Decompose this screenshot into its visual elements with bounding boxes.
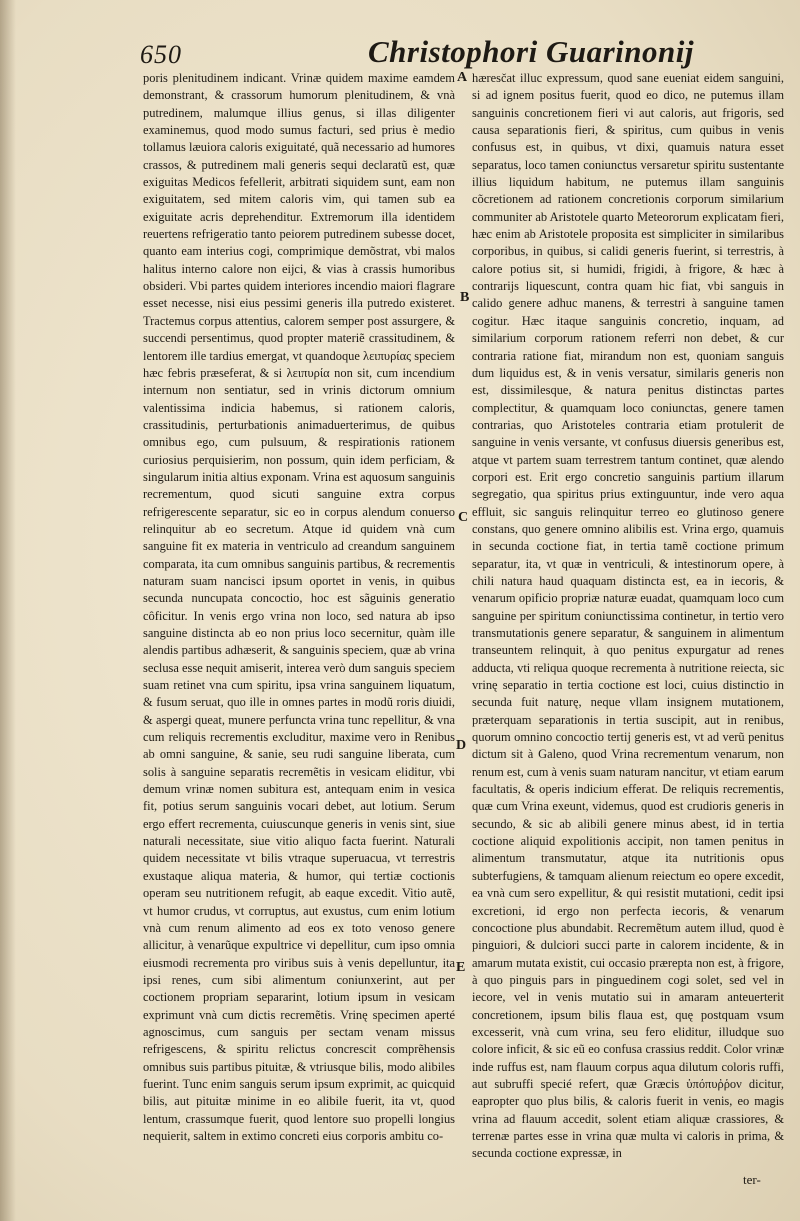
right-column-text: hæresčat illuc expressum, quod sane eueniat eidem sanguini, si ad ignem positus fuerit, quod eo dico, ne putemus illam sanguinis concretionem fieri vi aut caloris, aut frigoris, sed causa separationis fieri, & spiritus, cum quibus in venis confusus est, in quibus, vt dixi, quamuis natura esset separatus, loco tamen coniunctus versaretur spiritu sustentante illius liquidum habitum, ne putemus illam sanguinis cõcretionem ad rationem concretionis corporum similarium communiter ab Aristotele quarto Meteororum explicatam fieri, hæc enim ab Aristotele proposita est simpliciter in similaribus corporibus, in quibus, si calidi generis fuerint, si terrestris, à calore potius sit, si humidi, frigidi, à frigore, & hæc à contrarijs liquescunt, contra quam hic fiat, vbi sanguis in calido genere adhuc manens, & terrestri à sanguine tamen cogitur. Hæc itaque sanguinis concretio, inquam, ad similarium corporum rationem referri non debet, & cur contraria ratione fiat, mirandum non est, quoniam sanguis dum liquidus est, & in venis versatur, similaris generis non est, dissimilesque, & natura penitus distinctas partes complectitur, & quamquam loco coniunctas, genere tamen contrarias, quo Aristoteles contraria etiam protulerit de sanguine in venis versante, vt confusus diuersis generibus est, atque vt partem suam terrestrem tantum continet, quæ alendo corpori est. Erit ergo concretio sanguinis partium illarum segregatio, qua spiritus prius extinguuntur, inde vero aqua effluit, sic sanguis relinquitur terreo eo glutinoso genere constans, quo genere omnino alibilis est. Vrina ergo, quamuis in secunda coctione fiat, in tertia tamẽ coctione primum separatur, ita, vt quæ in ventriculi, & intestinorum opere, à chili natura haud quaquam distincta est, ea in iecoris, & venarum opificio propriæ naturæ euadat, quamquam loco cum sanguine per spiritum coniunctissima continetur, in tertio vero transmutationis genere separatur, & sanguinem in alimentum transeuntem relinquit, à quo penitus expurgatur ad renes adducta, vti reliqua quoque recrementa à nutritione reiecta, sic vrinę separatio in tertia coctione est loci, cuius distinctio in secunda fuit naturę, neque vllam insignem mutationem, præterquam separationis in tertia suscipit, aut in renibus, quorum omnino concoctio tertij generis est, vt ad verũ penitus dictum sit à Galeno, quod Vrina recrementum venarum, non renum est, cum à venis suam naturam nancitur, vt etiam earum facultatis, & operis indicium efferat. De reliquis recrementis, quæ cum Vrina exeunt, videmus, quod est crudioris generis in secundo, & sic ab alibili genere minus abest, id in tertia coctione aliquid expolitionis accipit, non tamen penitus in alimentum transmutatur, atque ita nutritionis opus subterfugiens, & tamquam alienum reiectum eo opere excedit, ea vnà cum sero expellitur, & qui resistit mutationi, cedit ipsi excretioni, id ergo non perfecta iecoris, & venarum concoctione plus abundabit. Recremẽtum autem illud, quod è pinguiori, & dulciori succi parte in calorem incidente, & in amarum mutata existit, cui occasio præreptа non est, à frigore, à quo pinguis pars in pinguedinem cogi solet, sed vel in iecore, vel in venis mutatio sui in amaram anteuerterit concretionem, ipsum bilis flaua est, quę postquam vsum excesserit, vnà cum vrina, seu fero eliditur, illudque suo colore inficit, & sic eũ eo confusa crassius reddit. Color vrinæ inde ruffus est, nam flauum corpus aqua dilutum coloris ruffi, aut subruffi specié refert, quæ Græcis ὑπόπυῤῥον dicitur, eapropter quo plus bilis, & caloris fuerit in venis, eo magis vrina ad flauum accedit, solent etiam aliquæ crassiores, & terrenæ partes esse in vrina quæ multa vi caloris in prima, & secunda coctione expressæ, in xyxy=(472,71,784,1161)
margin-letter-c: C xyxy=(458,510,469,525)
page-header xyxy=(140,34,780,74)
margin-letter-d: D xyxy=(456,738,467,753)
margin-letter-b: B xyxy=(460,290,470,305)
left-column-text: poris plenitudinem indicant. Vrinæ quidem maxime eamdem demonstrant, & crassorum humorum plenitudinem, & vnà putredinem, malumque illius genus, si illas diligenter examinemus, quod modo sumus facturi, sed prius è medio tollamus læuiora caloris exiguitaté, quã necessario ad humores crassos, & putredinem mali generis sequi declaratũ est, quæ exiguitas Medicos fefellerit, arbitrati siquidem sunt, eam non exiguitatem, sed mitem caloris vim, qui tamen sub ea exiguitate acris deprehenditur. Extremorum illa identidem reuertens refrigeratio tanto peiorem putredinem subesse docet, quanto eam interius cogi, comprimique demõstrat, vbi malos halitus interno calore non eijci, & vias à crassis humoribus obsideri. Vbi partes quidem interiores incendio maiori flagrare esset necesse, nisi eius pessimi generis illa putredo existeret. Tractemus corpus attentius, calorem semper post assurgere, & succendi persentimus, quod propter materiẽ crassitudinem, & lentorem ille tardius emergat, vt quandoque λειπυρίας speciem hæc febris præseferat, & si λειπυρία non sit, cum incendium internum non sentiatur, sed in vrinis dictorum omnium valentissima indicia habemus, si rationem caloris, crassitudinis, perturbationis animaduerterimus, de quibus omnibus ego, cum pulsuum, & respirationis rationem curiosius perquisierim, non possum, quin idem perficiam, & singularum initia altius exponam. Vrina est aquosum sanguinis recrementum, quod sicuti sanguine extra corpus refrigerescente separatur, sic eo in corpus alendum conuerso relinquitur ab eo secretum. Atque id quidem vnà cum sanguine fit ex materia in ventriculo ad creandum sanguinem comparata, ita cum omnibus sanguinis partibus, & recrementis naturam suam nancisci ipsum oportet in venis, in quibus secunda nuncupata concoctio, hoc est sãguinis generatio côficitur. In venis ergo vrina non loco, sed natura ab ipso sanguine distincta ab eo non prius loco secernitur, quàm ille alendis partibus adhæserit, & sanguinis speciem, quæ ab vrina seclusa esse nequit amiserit, interea verò dum sanguis speciem suam retinet vna cum spiritu, ipsa vrina sanguinem liquatum, & fusum seruat, quo ille in omnes partes in modũ roris diuidi, & aspergi queat, munere perfuncta vrina tunc repellitur, & vna cum reliquis recrementis excluditur, maxime vero in Renibus ab omni sanguine, & sanie, seu rudi sanguine liberata, cum solis à sanguine separatis recremẽtis in vesicam eliditur, vbi demum vrinæ nomen subitura est, antequam enim in vesica fit, potius serum sanguinis vocari debet, aut lotium. Serum ergo effert recrementa, cuiuscunque generis in venis sint, siue naturali necessitate, siue vitio aliquo facta fuerint. Naturali quidem necessitate vt bilis vtraque superuacua, vt terrestris exustaque aliqua materia, & humor, qui tertiæ coctionis operam seu nutritionem refugit, ab eaque excedit. Vitio autẽ, vt humor crudus, vt corruptus, aut exustus, cum enim lotium vnà cum renum alimento ad eos ex toto venoso genere allicitur, à venarũque expultrice vi depellitur, cum ipso omnia eiusmodi recrementa pro viribus suis à venis depelluntur, ita ipsi renes, cum sibi alimentum coniunxerint, aut per coctionem propriam separarint, lotium ipsum in vesicam exprimunt vnà cum dictis recremẽtis. Vrinę specimen aperté agnoscimus, cum sanguis per sectam venam missus refrigescens, & spiritu relictus concrescit comprẽhensis omnibus suis partibus pituitæ, & vtriusque bilis, modo alibiles fuerint. Tunc enim sanguis serum ipsum exprimit, ac quicquid bilis, aut pituitæ minime in eo alibile fuerit, ita vt, quod lentum, crassumque fuerit, quod lentore suo propelli longius nequierit, saltem in extimo concreti eius corporis ambitu co- xyxy=(143,71,455,1143)
gutter-shadow xyxy=(0,0,16,1221)
right-column xyxy=(472,70,784,1163)
page-number: 650 xyxy=(140,40,182,69)
running-head: Christophori Guarinonij xyxy=(368,34,694,69)
margin-letter-e: E xyxy=(456,960,466,975)
margin-letter-a: A xyxy=(457,70,468,85)
catchword: ter- xyxy=(743,1172,761,1187)
left-column xyxy=(143,70,455,1145)
